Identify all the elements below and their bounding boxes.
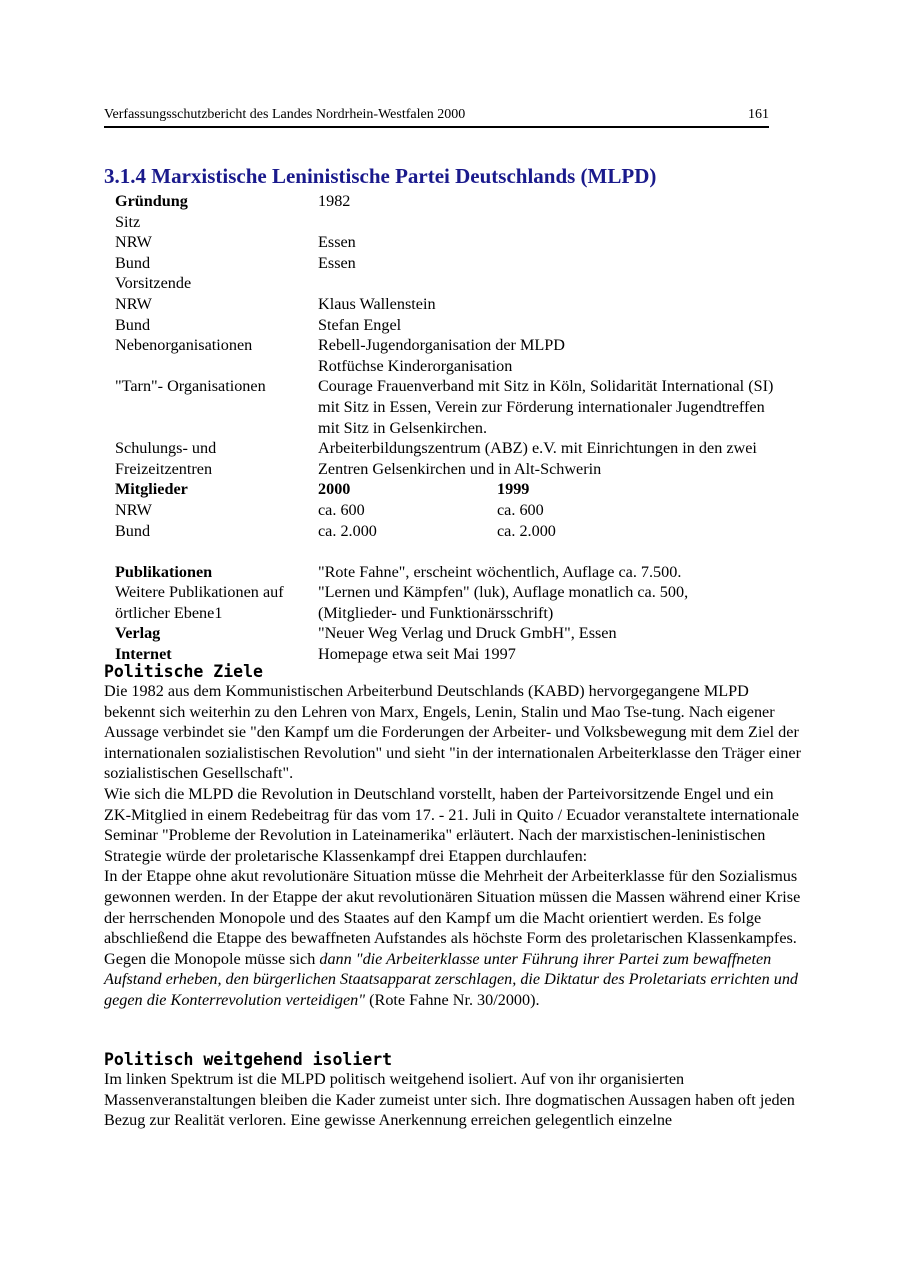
section-politisch-isoliert (104, 1050, 804, 1131)
fact-row-sitz: Sitz (115, 212, 141, 231)
heading-politische-ziele: Politische Ziele (104, 662, 263, 681)
page-number: 161 (748, 107, 769, 122)
fact-row-publikationen: Publikationen "Rote Fahne", erscheint wöchentlich, Auflage ca. 7.500. (115, 562, 682, 581)
fact-row-verlag: Verlag "Neuer Weg Verlag und Druck GmbH", Essen (115, 624, 617, 643)
neben-value-1: Rebell-Jugendorganisation der MLPD (318, 336, 565, 355)
neben-value-2: Rotfüchse Kinderorganisation (318, 356, 513, 375)
fact-row-neben: Nebenorganisationen Rebell-Jugendorganisation der MLPD Rotfüchse Kinderorganisation (115, 336, 565, 375)
fact-row-sitz-nrw: NRW Essen (115, 233, 356, 252)
fact-row-mitglieder: Mitglieder 2000 1999 (115, 480, 530, 499)
fact-row-mitgl-bund: Bund ca. 2.000 ca. 2.000 (115, 521, 556, 540)
ziele-paragraph-1: Die 1982 aus dem Kommunistischen Arbeiterbund Deutschlands (KABD) hervorgegangene MLPD bekennt sich weiterhin zu den Lehren von Marx, Engels, Lenin, Stalin und Mao Tse-tung. Nach eigener Aussage verbindet sie "den Kampf um die Forderungen der Arbeiter- und Volksbewegung mit dem Ziel der internationalen sozialistischen Revolution" und sieht "in der internationalen Arbeiterklasse den Träger einer sozialistischen Gesellschaft". (104, 682, 801, 783)
fact-row-sitz-bund: Bund Essen (115, 253, 356, 272)
fact-row-mitgl-nrw: NRW ca. 600 ca. 600 (115, 500, 544, 519)
header-title: Verfassungsschutzbericht des Landes Nordrhein-Westfalen 2000 (104, 107, 466, 122)
fact-row-internet: Internet Homepage etwa seit Mai 1997 (115, 645, 516, 664)
heading-politisch-isoliert: Politisch weitgehend isoliert (104, 1050, 393, 1069)
isoliert-paragraph-1: Im linken Spektrum ist die MLPD politisch weitgehend isoliert. Auf von ihr organisierten Massenveranstaltungen bleiben die Kader zumeist unter sich. Ihre dogmatischen Aussagen haben oft jeden Bezug zur Realität verloren. Eine gewisse Anerkennung erreichen gelegentlich einzelne (104, 1070, 795, 1130)
section-politische-ziele (104, 662, 804, 1011)
fact-row-schulung: Schulungs- und Freizeitzentren Arbeiterbildungszentrum (ABZ) e.V. mit Einrichtungen in den zwei Zentren Gelsenkirchen und in Alt-Schwerin (115, 439, 757, 478)
ziele-paragraph-3: In der Etappe ohne akut revolutionäre Situation müsse die Mehrheit der Arbeiterklasse für den Sozialismus gewonnen werden. In der Etappe der akut revolutionären Situation müssen die Massen während einer Krise der herrschenden Monopole und des Staates auf den Kampf um die Macht orientiert werden. Es folge abschließend die Etappe des bewaffneten Aufstandes als höchste Form des proletarischen Klassenkampfes. Gegen die Monopole müsse sich dann "die Arbeiterklasse unter Führung ihrer Partei zum bewaffneten Aufstand erheben, den bürgerlichen Staatsapparat zerschlagen, die Diktatur des Proletariats errichten und gegen die Konterrevolution verteidigen" (Rote Fahne Nr. 30/2000). (104, 867, 801, 1009)
fact-row-tarn: "Tarn"- Organisationen Courage Frauenverband mit Sitz in Köln, Solidarität International (SI) mit Sitz in Essen, Verein zur Förderung internationaler Jugendtreffen mit Sitz in Gelsenkirchen. (115, 377, 774, 437)
fact-row-vors-nrw: NRW Klaus Wallenstein (115, 294, 436, 313)
page-header (104, 106, 769, 128)
fact-row-weitere: Weitere Publikationen auf örtlicher Ebene1 "Lernen und Kämpfen" (luk), Auflage monatlich ca. 500, (Mitglieder- und Funktionärsschrift) (115, 583, 689, 622)
fact-row-vors-bund: Bund Stefan Engel (115, 315, 402, 334)
fact-row-gruendung: Gründung 1982 (115, 192, 351, 210)
section-title: 3.1.4 Marxistische Leninistische Partei Deutschlands (MLPD) (104, 164, 657, 188)
ziele-paragraph-2: Wie sich die MLPD die Revolution in Deutschland vorstellt, haben der Parteivorsitzende Engel und ein ZK-Mitglied in einem Redebeitrag für das vom 17. - 21. Juli in Quito / Ecuador veranstaltete internationale Seminar "Probleme der Revolution in Lateinamerika" erläutert. Nach der marxistischen-leninistischen Strategie würde der proletarische Klassenkampf drei Etappen durchlaufen: (104, 784, 799, 865)
fact-row-vorsitzende: Vorsitzende (115, 274, 192, 293)
quote-italic: dann "die Arbeiterklasse unter Führung ihrer Partei zum bewaffneten Aufstand erheben, den bürgerlichen Staatsapparat zerschlagen, die Diktatur des Proletariats errichten und gegen die Konterrevolution verteidigen" (104, 949, 799, 1009)
facts-table (115, 191, 815, 665)
